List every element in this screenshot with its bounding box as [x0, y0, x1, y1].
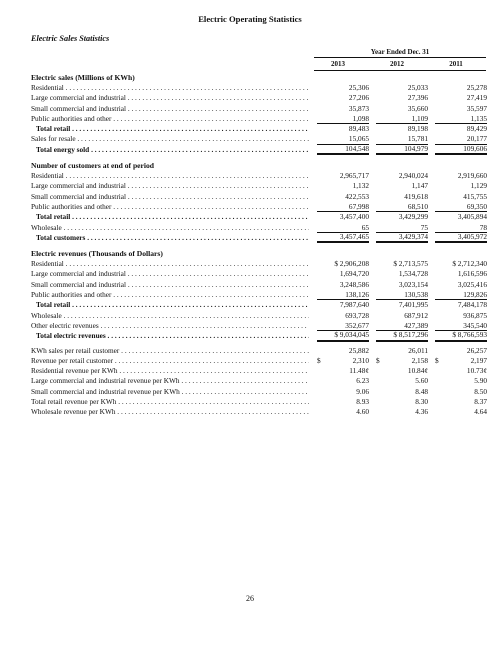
value-2013: 6.23 [356, 376, 369, 386]
group-title-electric-sales: Electric sales (Millions of KWh) [31, 73, 135, 82]
value-2012: 15,781 [376, 134, 428, 144]
row-label: KWh sales per retail customer . . . [31, 346, 309, 356]
value-amount: 2,310 [352, 355, 369, 365]
table-row-grand-total [31, 233, 491, 243]
value-2013: $ 9,034,045 [317, 331, 369, 342]
value-2013: 1,132 [352, 181, 369, 191]
value-2012: 2,940,024 [398, 171, 428, 181]
table-row [31, 311, 491, 321]
value-2011: $ 2,712,340 [452, 259, 487, 269]
value-2012: 3,429,374 [376, 233, 428, 244]
value-2012: 3,429,299 [398, 212, 428, 222]
value-2013: 27,206 [348, 93, 369, 103]
row-label: Small commercial and industrial . . . [31, 104, 309, 114]
value-2012: 419,618 [404, 191, 428, 201]
value-2011: 69,350 [435, 202, 487, 212]
value-2012: 1,147 [411, 181, 428, 191]
value-2013: 11.48¢ [349, 366, 369, 376]
value-2011: 4.64 [474, 407, 487, 417]
table-row [31, 290, 491, 300]
table-row-grand-total [31, 145, 491, 155]
value-2013: 3,248,586 [339, 279, 369, 289]
value-2013: 65 [317, 223, 369, 233]
value-2011: 8.37 [474, 397, 487, 407]
row-label: Revenue per retail customer . . . [31, 356, 309, 366]
value-2013: 25,306 [348, 83, 369, 92]
table-row [31, 114, 491, 124]
value-2013: 1,098 [317, 114, 369, 124]
value-2012: 10.84¢ [407, 366, 428, 376]
value-2012: 427,389 [376, 321, 428, 331]
table-row [31, 83, 491, 93]
page-number: 26 [246, 594, 254, 603]
table-row [31, 346, 491, 356]
value-2011: 8.50 [474, 386, 487, 396]
period-header: Year Ended Dec. 31 [314, 48, 486, 58]
value-2012: 4.36 [415, 407, 428, 417]
value-2013: 422,553 [345, 191, 369, 201]
row-label: Public authorities and other . . . [31, 114, 309, 124]
value-2011: 1,135 [435, 114, 487, 124]
value-2011: 89,429 [466, 124, 487, 134]
value-2011: 1,129 [470, 181, 487, 191]
year-2012: 2012 [390, 60, 404, 68]
row-label: Residential . . . [31, 171, 309, 181]
value-2011: 129,826 [435, 290, 487, 300]
table-row [31, 269, 491, 279]
value-2013: 35,873 [348, 103, 369, 113]
row-label: Small commercial and industrial . . . [31, 280, 309, 290]
value-2011: 25,278 [466, 83, 487, 92]
table-row [31, 181, 491, 191]
table-row [31, 104, 491, 114]
value-2013: 104,548 [317, 145, 369, 156]
table-row [31, 202, 491, 212]
table-row-total [31, 124, 491, 134]
value-2013 [317, 356, 369, 366]
value-2013: $ 2,906,208 [334, 259, 369, 269]
currency-symbol: $ [435, 355, 439, 365]
value-2013: 1,694,720 [339, 269, 369, 279]
row-label: Large commercial and industrial revenue per KWh . . . [31, 376, 309, 386]
table-row [31, 171, 491, 181]
table-row [31, 376, 491, 386]
value-2012: 27,396 [407, 93, 428, 103]
value-2011: 7,484,178 [457, 300, 487, 310]
value-2012: 687,912 [404, 310, 428, 320]
value-2011: 3,405,972 [435, 233, 487, 244]
value-2012: $ 2,713,575 [393, 259, 428, 269]
value-2011: 2,919,660 [457, 171, 487, 181]
row-label: Residential . . . [31, 259, 309, 269]
value-2012: 26,011 [408, 345, 428, 355]
row-label: Total electric revenues . . . [31, 331, 309, 341]
value-2012 [376, 356, 428, 366]
value-2013: 2,965,717 [339, 171, 369, 181]
table-row [31, 93, 491, 103]
value-2011: $ 8,766,593 [435, 331, 487, 342]
row-label: Public authorities and other . . . [31, 290, 309, 300]
table-row-total [31, 212, 491, 222]
value-2012: 75 [376, 223, 428, 233]
value-2011: 3,025,416 [457, 279, 487, 289]
value-2013: 25,882 [348, 345, 369, 355]
year-header [0, 60, 500, 70]
row-label: Total customers . . . [31, 233, 309, 243]
section-title: Electric Sales Statistics [31, 34, 110, 43]
row-label: Residential . . . [31, 83, 309, 93]
currency-symbol: $ [317, 355, 321, 365]
value-2011: 26,257 [466, 345, 487, 355]
row-label: Large commercial and industrial . . . [31, 181, 309, 191]
page-title: Electric Operating Statistics [198, 14, 302, 24]
value-2012: 5.60 [415, 376, 428, 386]
table-row [31, 259, 491, 269]
row-label: Public authorities and other . . . [31, 202, 309, 212]
value-2011: 10.73¢ [466, 366, 487, 376]
row-label: Small commercial and industrial revenue per KWh . . . [31, 387, 309, 397]
value-2013: 138,126 [317, 290, 369, 300]
value-2012: $ 8,517,296 [376, 331, 428, 342]
value-2011: 936,875 [463, 310, 487, 320]
table-row [31, 366, 491, 376]
row-label: Total retail . . . [31, 300, 309, 310]
value-2011: 415,755 [463, 191, 487, 201]
row-label: Total retail . . . [31, 212, 309, 222]
value-2011: 78 [435, 223, 487, 233]
table-row [31, 397, 491, 407]
header-rule [314, 70, 486, 71]
table-row [31, 192, 491, 202]
value-2011: 27,419 [466, 93, 487, 103]
row-label: Small commercial and industrial . . . [31, 192, 309, 202]
value-2012: 25,033 [407, 83, 428, 92]
table-row [31, 280, 491, 290]
value-2013: 3,457,400 [339, 212, 369, 222]
row-label: Total energy sold . . . [31, 145, 309, 155]
value-2013: 352,677 [317, 321, 369, 331]
year-2013: 2013 [331, 60, 345, 68]
value-2013: 693,728 [345, 310, 369, 320]
value-2011: 20,177 [435, 134, 487, 144]
value-2012: 68,510 [376, 202, 428, 212]
value-2012: 1,534,728 [398, 269, 428, 279]
group-title-customers: Number of customers at end of period [31, 161, 155, 171]
value-2011 [435, 356, 487, 366]
value-2012: 89,198 [407, 124, 428, 134]
row-label: Large commercial and industrial . . . [31, 93, 309, 103]
value-2012: 130,538 [376, 290, 428, 300]
value-2012: 104,979 [376, 145, 428, 156]
value-2013: 8.93 [356, 397, 369, 407]
value-2013: 9.06 [356, 386, 369, 396]
value-amount: 2,197 [470, 355, 487, 365]
value-amount: 2,158 [411, 355, 428, 365]
row-label: Wholesale . . . [31, 223, 309, 233]
statistics-table [31, 72, 491, 418]
currency-symbol: $ [376, 355, 380, 365]
row-label: Total retail . . . [31, 124, 309, 134]
row-label: Residential revenue per KWh . . . [31, 366, 309, 376]
row-label: Total retail revenue per KWh . . . [31, 397, 309, 407]
value-2012: 35,660 [407, 103, 428, 113]
value-2013: 4.60 [356, 407, 369, 417]
value-2011: 35,597 [466, 103, 487, 113]
value-2011: 3,405,894 [457, 212, 487, 222]
table-row-total [31, 300, 491, 310]
value-2013: 15,065 [317, 134, 369, 144]
value-2011: 345,540 [435, 321, 487, 331]
value-2011: 5.90 [474, 376, 487, 386]
value-2011: 109,606 [435, 145, 487, 156]
value-2013: 7,987,640 [339, 300, 369, 310]
table-row [31, 387, 491, 397]
value-2012: 3,023,154 [398, 279, 428, 289]
table-row [31, 356, 491, 366]
value-2013: 67,998 [317, 202, 369, 212]
value-2012: 7,401,995 [398, 300, 428, 310]
value-2011: 1,616,596 [457, 269, 487, 279]
row-label: Wholesale . . . [31, 311, 309, 321]
value-2012: 1,109 [376, 114, 428, 124]
table-row-grand-total [31, 331, 491, 341]
year-2011: 2011 [449, 60, 463, 68]
row-label: Wholesale revenue per KWh . . . [31, 407, 309, 417]
row-label: Large commercial and industrial . . . [31, 269, 309, 279]
group-title-electric-revenues: Electric revenues (Thousands of Dollars) [31, 249, 163, 259]
value-2012: 8.48 [415, 386, 428, 396]
value-2012: 8.30 [415, 397, 428, 407]
value-2013: 89,483 [348, 124, 369, 134]
table-row [31, 407, 491, 417]
value-2013: 3,457,465 [317, 233, 369, 244]
row-label: Other electric revenues . . . [31, 321, 309, 331]
row-label: Sales for resale . . . [31, 134, 309, 144]
